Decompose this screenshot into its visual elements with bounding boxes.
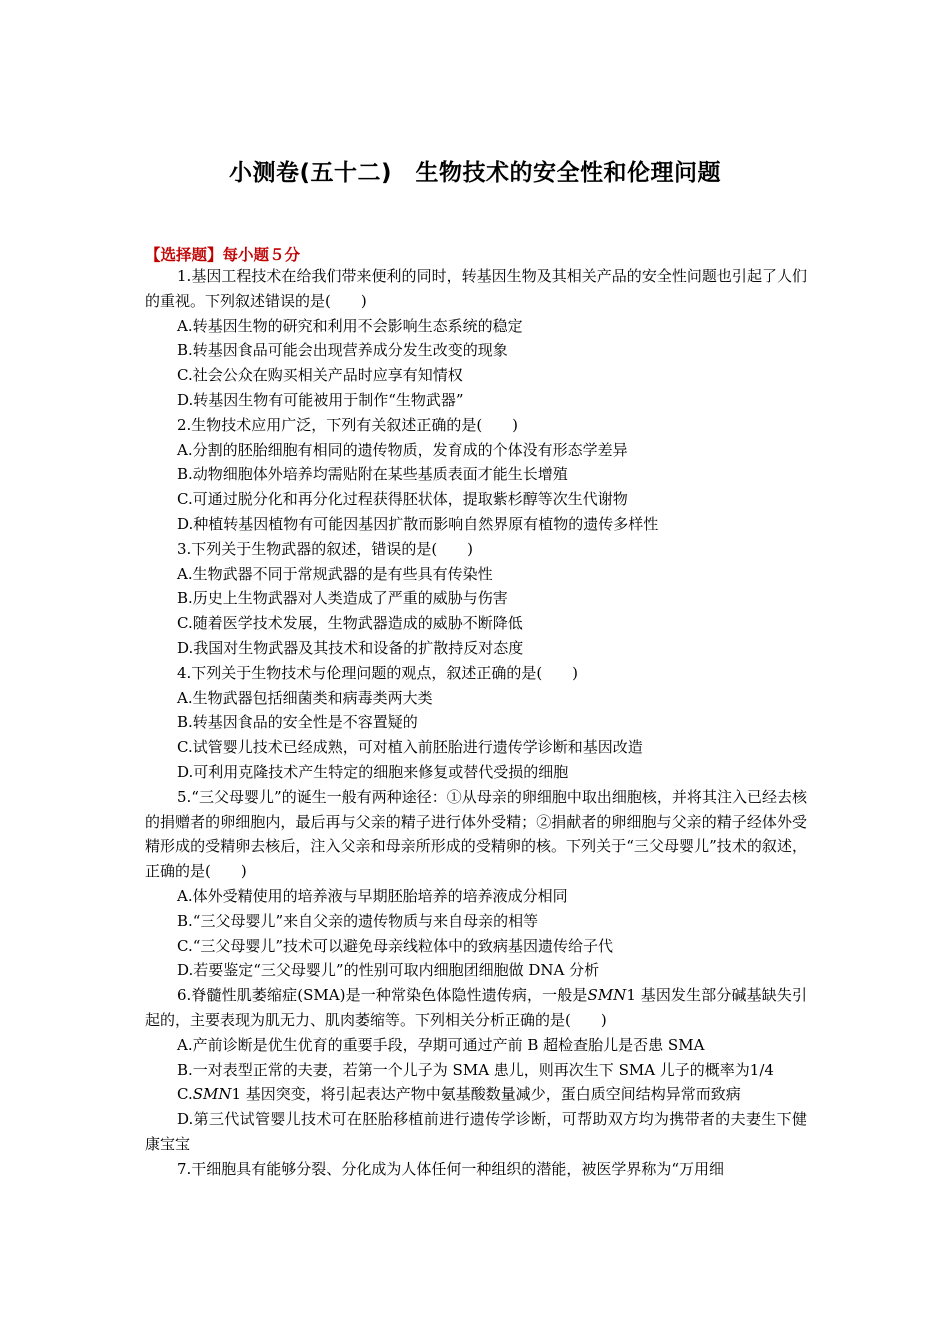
section-header: 【选择题】每小题５分 xyxy=(145,246,301,264)
question-option: C.SMN1 基因突变，将引起表达产物中氨基酸数量减少，蛋白质空间结构异常而致病 xyxy=(177,1085,741,1104)
question-option: B.动物细胞体外培养均需贴附在某些基质表面才能生长增殖 xyxy=(177,465,568,484)
question-option: C.“三父母婴儿”技术可以避免母亲线粒体中的致病基因遗传给子代 xyxy=(177,936,614,955)
question-option: B.历史上生物武器对人类造成了严重的威胁与伤害 xyxy=(177,589,508,608)
question-stem: 2.生物技术应用广泛，下列有关叙述正确的是( ) xyxy=(177,415,519,434)
question-option: B.转基因食品可能会出现营养成分发生改变的现象 xyxy=(177,341,508,360)
question-stem: 4.下列关于生物技术与伦理问题的观点，叙述正确的是( ) xyxy=(177,663,579,682)
question-option: D.我国对生物武器及其技术和设备的扩散持反对态度 xyxy=(177,638,524,657)
question-list xyxy=(145,264,807,1181)
question-stem: 1.基因工程技术在给我们带来便利的同时，转基因生物及其相关产品的安全性问题也引起了人们的重视。下列叙述错误的是( ) xyxy=(145,267,807,310)
question-stem: 5.“三父母婴儿”的诞生一般有两种途径：①从母亲的卵细胞中取出细胞核，并将其注入已经去核的捐赠者的卵细胞内，最后再与父亲的精子进行体外受精；②捐献者的卵细胞与父亲的精子经体外受精形成的受精卵去核后，注入父亲和母亲所形成的受精卵的核。下列关于“三父母婴儿”技术的叙述，正确的是( ) xyxy=(145,787,807,881)
question-option: D.转基因生物有可能被用于制作“生物武器” xyxy=(177,390,464,409)
question-option: A.分割的胚胎细胞有相同的遗传物质，发育成的个体没有形态学差异 xyxy=(177,440,628,459)
question-stem: 3.下列关于生物武器的叙述，错误的是( ) xyxy=(177,539,474,558)
question-option: D.第三代试管婴儿技术可在胚胎移植前进行遗传学诊断，可帮助双方均为携带者的夫妻生下健康宝宝 xyxy=(145,1110,807,1153)
question-option: A.体外受精使用的培养液与早期胚胎培养的培养液成分相同 xyxy=(177,886,568,905)
question-option: C.随着医学技术发展，生物武器造成的威胁不断降低 xyxy=(177,614,523,633)
question-option: D.种植转基因植物有可能因基因扩散而影响自然界原有植物的遗传多样性 xyxy=(177,514,659,533)
question-stem: 6.脊髓性肌萎缩症(SMA)是一种常染色体隐性遗传病，一般是SMN1 基因发生部分碱基缺失引起的，主要表现为肌无力、肌肉萎缩等。下列相关分析正确的是( ) xyxy=(145,986,807,1029)
question-option: B.“三父母婴儿”来自父亲的遗传物质与来自母亲的相等 xyxy=(177,911,539,930)
question-option: A.生物武器包括细菌类和病毒类两大类 xyxy=(177,688,433,707)
question-option: A.产前诊断是优生优育的重要手段，孕期可通过产前 B 超检查胎儿是否患 SMA xyxy=(177,1035,705,1054)
question-option: A.转基因生物的研究和利用不会影响生态系统的稳定 xyxy=(177,316,523,335)
question-option: C.可通过脱分化和再分化过程获得胚状体，提取紫杉醇等次生代谢物 xyxy=(177,490,628,509)
question-option: D.可利用克隆技术产生特定的细胞来修复或替代受损的细胞 xyxy=(177,762,569,781)
question-option: D.若要鉴定“三父母婴儿”的性别可取内细胞团细胞做 DNA 分析 xyxy=(177,961,600,980)
question-option: C.社会公众在购买相关产品时应享有知情权 xyxy=(177,366,463,385)
question-option: A.生物武器不同于常规武器的是有些具有传染性 xyxy=(177,564,493,583)
page-title: 小测卷(五十二) 生物技术的安全性和伦理问题 xyxy=(228,160,722,186)
question-stem: 7.干细胞具有能够分裂、分化成为人体任何一种组织的潜能，被医学界称为“万用细 xyxy=(177,1159,724,1178)
question-option: B.转基因食品的安全性是不容置疑的 xyxy=(177,713,418,732)
question-option: B.一对表型正常的夫妻，若第一个儿子为 SMA 患儿，则再次生下 SMA 儿子的概率为1/4 xyxy=(177,1060,774,1079)
question-option: C.试管婴儿技术已经成熟，可对植入前胚胎进行遗传学诊断和基因改造 xyxy=(177,738,643,757)
